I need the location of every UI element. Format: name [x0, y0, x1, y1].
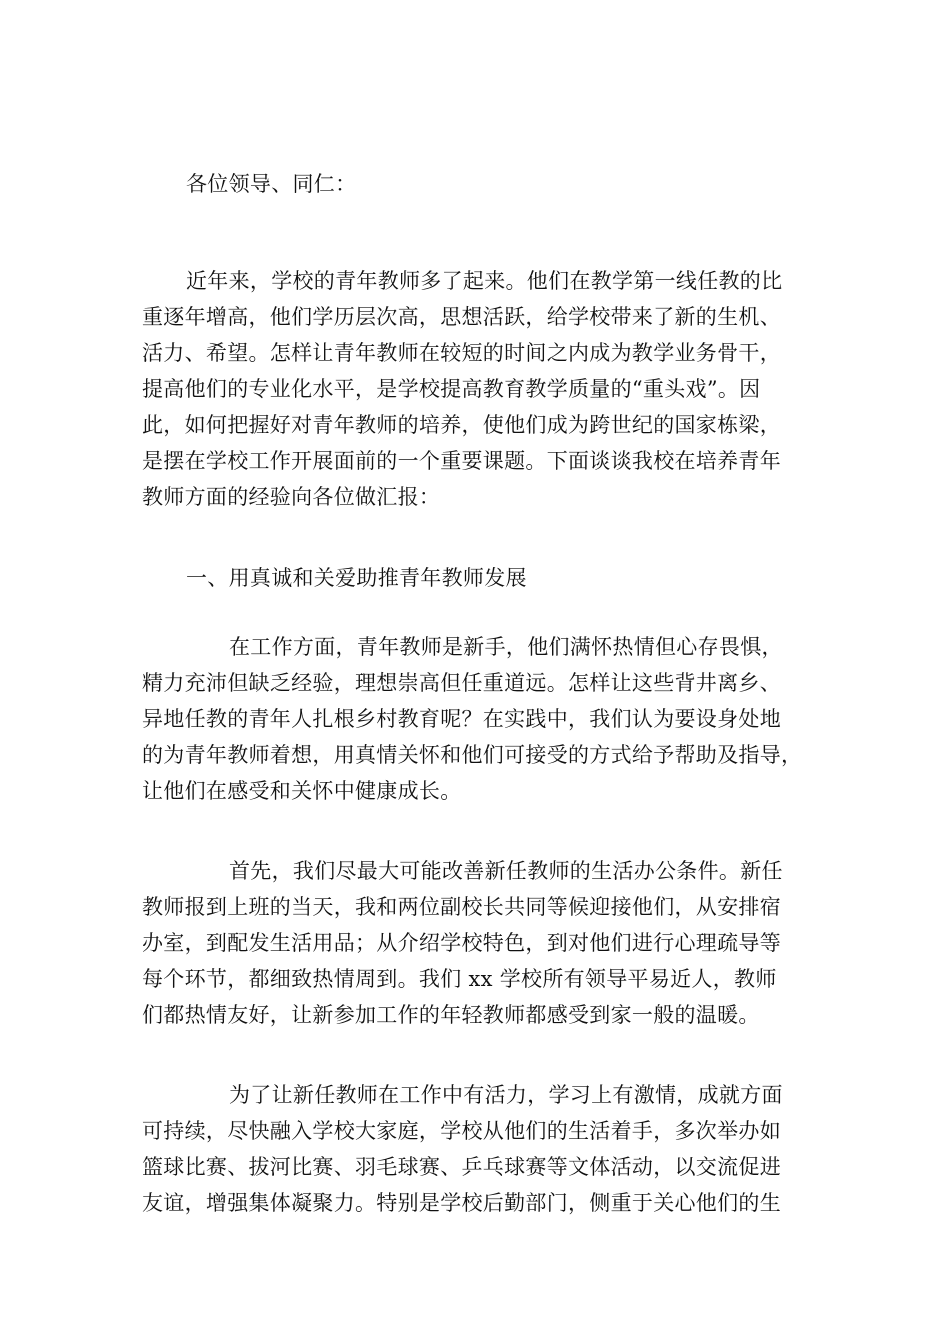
paragraph-line: 办室，到配发生活用品；从介绍学校特色，到对他们进行心理疏导等 — [142, 931, 781, 955]
paragraph-line: 友谊，增强集体凝聚力。特别是学校后勤部门，侧重于关心他们的生 — [142, 1191, 781, 1215]
paragraph-line: 的为青年教师着想，用真情关怀和他们可接受的方式给予帮助及指导， — [142, 743, 803, 767]
paragraph-line: 在工作方面，青年教师是新手，他们满怀热情但心存畏惧， — [229, 635, 783, 659]
paragraph-line: 异地任教的青年人扎根乡村教育呢？在实践中，我们认为要设身处地 — [142, 707, 781, 731]
paragraph-line: 重逐年增高，他们学历层次高，思想活跃，给学校带来了新的生机、 — [142, 305, 781, 329]
section-heading: 一、用真诚和关爱助推青年教师发展 — [186, 566, 527, 590]
paragraph-line: 提高他们的专业化水平，是学校提高教育教学质量的“重头戏”。因 — [142, 377, 761, 401]
salutation: 各位领导、同仁： — [186, 172, 357, 196]
paragraph-line: 近年来，学校的青年教师多了起来。他们在教学第一线任教的比 — [186, 269, 783, 293]
paragraph-line: 让他们在感受和关怀中健康成长。 — [142, 779, 462, 803]
paragraph-line: 们都热情友好，让新参加工作的年轻教师都感受到家一般的温暖。 — [142, 1003, 760, 1027]
paragraph-line: 首先，我们尽最大可能改善新任教师的生活办公条件。新任 — [229, 859, 783, 883]
paragraph-line: 活力、希望。怎样让青年教师在较短的时间之内成为教学业务骨干， — [142, 341, 781, 365]
paragraph-line: 篮球比赛、拔河比赛、羽毛球赛、乒乓球赛等文体活动，以交流促进 — [142, 1155, 781, 1179]
paragraph-line: 为了让新任教师在工作中有活力，学习上有激情，成就方面 — [229, 1083, 783, 1107]
paragraph-line: 教师报到上班的当天，我和两位副校长共同等候迎接他们，从安排宿 — [142, 895, 781, 919]
paragraph-line: 每个环节，都细致热情周到。我们 xx 学校所有领导平易近人，教师 — [142, 967, 777, 991]
paragraph-line: 此，如何把握好对青年教师的培养，使他们成为跨世纪的国家栋梁， — [142, 413, 781, 437]
paragraph-line: 教师方面的经验向各位做汇报： — [142, 485, 441, 509]
paragraph-line: 是摆在学校工作开展面前的一个重要课题。下面谈谈我校在培养青年 — [142, 449, 781, 473]
paragraph-line: 精力充沛但缺乏经验，理想崇高但任重道远。怎样让这些背井离乡、 — [142, 671, 781, 695]
paragraph-line: 可持续，尽快融入学校大家庭，学校从他们的生活着手，多次举办如 — [142, 1119, 781, 1143]
